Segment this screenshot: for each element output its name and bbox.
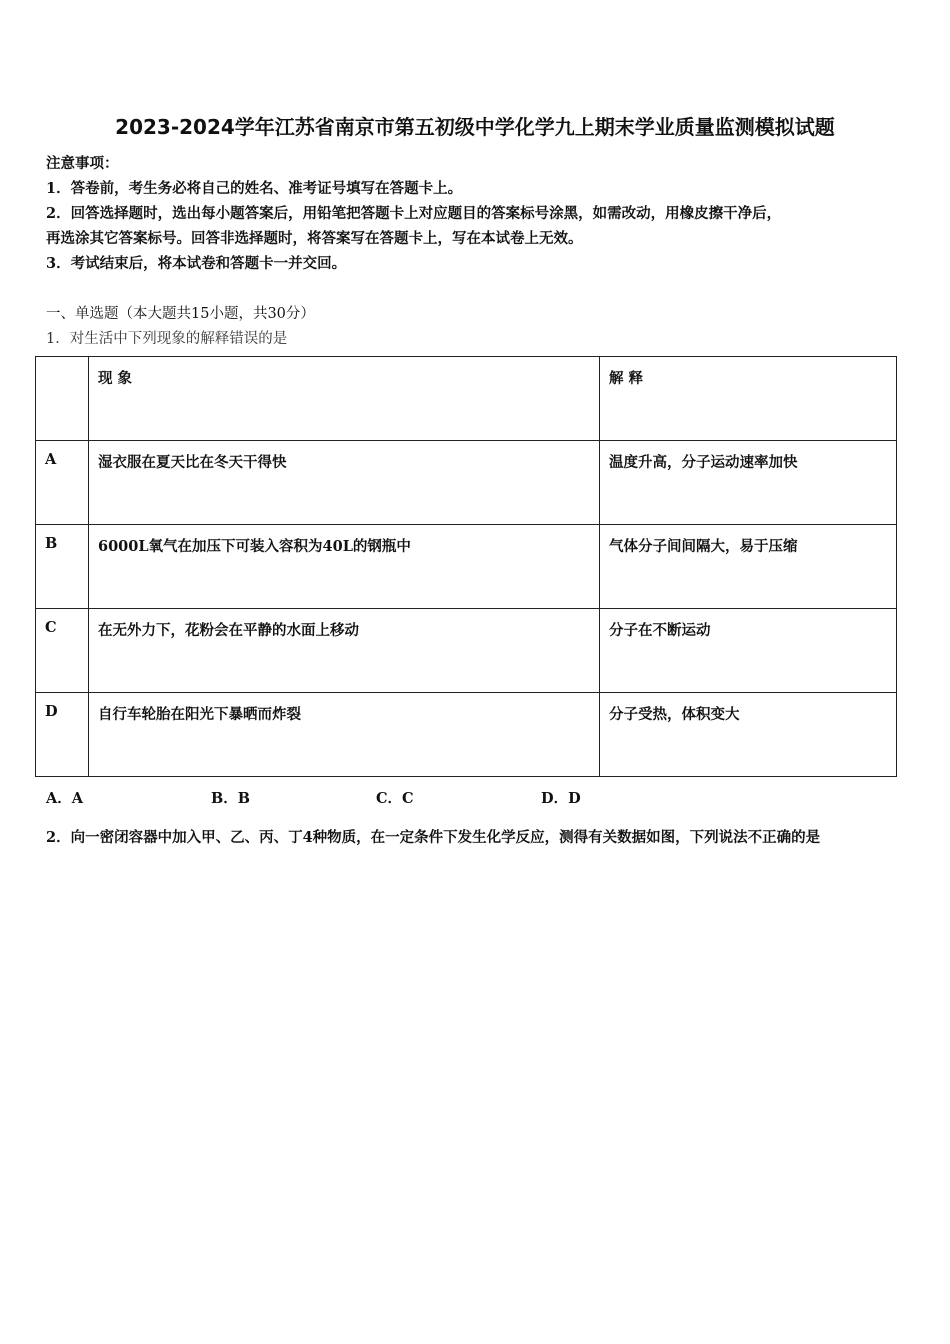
notice-item-3: 3．考试结束后，将本试卷和答题卡一并交回。 xyxy=(46,255,347,272)
row-label: C xyxy=(36,609,89,693)
row-explanation: 分子受热，体积变大 xyxy=(600,693,897,777)
row-label: A xyxy=(36,441,89,525)
row-explanation: 温度升高，分子运动速率加快 xyxy=(600,441,897,525)
row-phenomenon: 湿衣服在夏天比在冬天干得快 xyxy=(89,441,600,525)
row-phenomenon: 在无外力下，花粉会在平静的水面上移动 xyxy=(89,609,600,693)
notice-item-2-continued: 再选涂其它答案标号。回答非选择题时，将答案写在答题卡上，写在本试卷上无效。 xyxy=(46,230,583,247)
row-phenomenon: 自行车轮胎在阳光下暴晒而炸裂 xyxy=(89,693,600,777)
question-1-stem: 1．对生活中下列现象的解释错误的是 xyxy=(46,331,288,347)
row-phenomenon: 6000L氧气在加压下可装入容积为40L的钢瓶中 xyxy=(89,525,600,609)
question-2-stem: 2．向一密闭容器中加入甲、乙、丙、丁4种物质，在一定条件下发生化学反应，测得有关数据如图，下列说法不正确的是 xyxy=(46,829,821,846)
table-header-cell xyxy=(36,357,89,441)
section-heading: 一、单选题（本大题共15小题，共30分） xyxy=(46,306,315,322)
table-header-explanation: 解 释 xyxy=(600,357,897,441)
option-b: B．B xyxy=(211,790,251,807)
question-1-table xyxy=(35,356,897,777)
notice-item-2: 2．回答选择题时，选出每小题答案后，用铅笔把答题卡上对应题目的答案标号涂黑，如需改动，用橡皮擦干净后， xyxy=(46,205,782,222)
table-row xyxy=(36,441,897,525)
page-title: 2023-2024学年江苏省南京市第五初级中学化学九上期末学业质量监测模拟试题 xyxy=(115,115,835,139)
option-a: A．A xyxy=(46,790,84,807)
option-d: D．D xyxy=(541,790,581,807)
notice-item-1: 1．答卷前，考生务必将自己的姓名、准考证号填写在答题卡上。 xyxy=(46,180,463,197)
question-1-options xyxy=(46,787,706,808)
table-row xyxy=(36,609,897,693)
table-row xyxy=(36,693,897,777)
option-c: C．C xyxy=(376,790,414,807)
row-label: B xyxy=(36,525,89,609)
row-explanation: 分子在不断运动 xyxy=(600,609,897,693)
row-label: D xyxy=(36,693,89,777)
table-row xyxy=(36,525,897,609)
table-header-phenomenon: 现 象 xyxy=(89,357,600,441)
row-explanation: 气体分子间间隔大，易于压缩 xyxy=(600,525,897,609)
notice-heading: 注意事项： xyxy=(46,155,119,172)
table-header-row xyxy=(36,357,897,441)
